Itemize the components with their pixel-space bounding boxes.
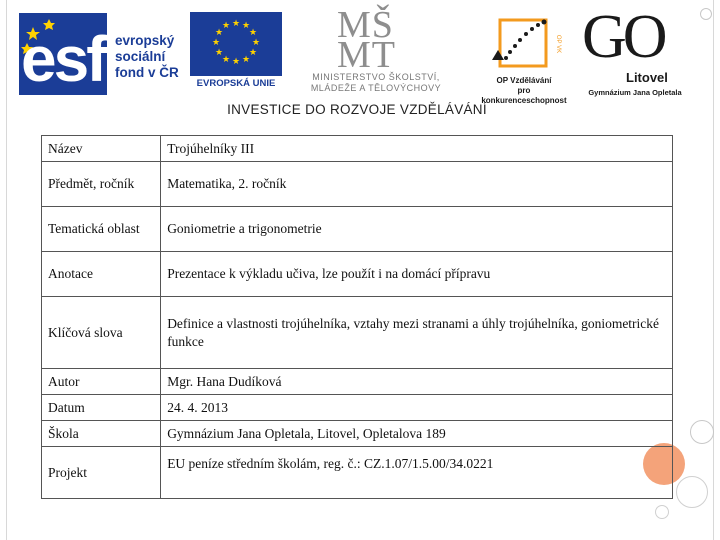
svg-text:★: ★ xyxy=(248,48,258,58)
decor-circle-top xyxy=(700,8,712,20)
svg-text:★: ★ xyxy=(248,28,258,38)
svg-text:★: ★ xyxy=(214,28,224,38)
msmt-mark xyxy=(337,4,396,76)
row-key: Projekt xyxy=(42,447,161,499)
svg-text:★: ★ xyxy=(211,38,221,48)
svg-text:★: ★ xyxy=(221,55,231,65)
svg-text:★: ★ xyxy=(231,19,241,29)
msmt-line-1: MINISTERSTVO ŠKOLSTVÍ, xyxy=(312,72,440,82)
msmt-mark-top: MŠ xyxy=(337,4,394,46)
go-city: Litovel xyxy=(626,70,668,85)
op-vk-line-1: OP Vzdělávání xyxy=(496,76,552,85)
esf-logo-box xyxy=(19,13,107,95)
op-vk-mark-icon xyxy=(480,14,570,74)
table-row xyxy=(42,136,673,162)
table-row xyxy=(42,395,673,421)
eu-stars-icon xyxy=(190,12,282,76)
eu-logo xyxy=(190,12,282,96)
slogan: INVESTICE DO ROZVOJE VZDĚLÁVÁNÍ xyxy=(227,102,487,117)
logo-band xyxy=(14,3,700,124)
decor-circle-tiny xyxy=(655,505,669,519)
table-row xyxy=(42,252,673,297)
row-value: Matematika, 2. ročník xyxy=(161,162,673,207)
table-row xyxy=(42,369,673,395)
esf-text xyxy=(115,33,179,81)
row-key: Autor xyxy=(42,369,161,395)
row-value: Trojúhelníky III xyxy=(161,136,673,162)
eu-flag xyxy=(190,12,282,76)
row-key: Předmět, ročník xyxy=(42,162,161,207)
svg-text:★: ★ xyxy=(214,48,224,58)
row-value: Prezentace k výkladu učiva, lze použít i na domácí přípravu xyxy=(161,252,673,297)
row-value: Definice a vlastnosti trojúhelníka, vztahy mezi stranami a úhly trojúhelníka, goniometrické funkce xyxy=(161,297,673,369)
op-vk-line-2: pro konkurenceschopnost xyxy=(481,86,567,105)
esf-letters: esf xyxy=(21,23,105,95)
msmt-line-2: MLÁDEŽE A TĚLOVÝCHOVY xyxy=(310,83,442,93)
table-row xyxy=(42,207,673,252)
go-mark: GO xyxy=(582,3,664,71)
slide-frame-left xyxy=(6,0,7,540)
esf-line-1: evropský xyxy=(115,33,175,48)
decor-circle-small xyxy=(690,420,714,444)
esf-logo xyxy=(19,13,179,95)
row-value: Goniometrie a trigonometrie xyxy=(161,207,673,252)
row-key: Klíčová slova xyxy=(42,297,161,369)
slide-frame-right xyxy=(713,0,714,540)
svg-text:★: ★ xyxy=(231,57,241,67)
msmt-text xyxy=(292,72,460,94)
info-table xyxy=(41,135,673,499)
esf-line-2: sociální xyxy=(115,49,166,64)
svg-text:★: ★ xyxy=(221,21,231,31)
go-school-name: Gymnázium Jana Opletala xyxy=(588,88,682,97)
row-key: Škola xyxy=(42,421,161,447)
svg-text:★: ★ xyxy=(241,55,251,65)
table-row xyxy=(42,447,673,499)
svg-text:★: ★ xyxy=(251,38,261,48)
table-row xyxy=(42,421,673,447)
decor-circle-outline xyxy=(676,476,708,508)
table-row xyxy=(42,162,673,207)
row-key: Datum xyxy=(42,395,161,421)
row-value: Mgr. Hana Dudíková xyxy=(161,369,673,395)
svg-text:★: ★ xyxy=(241,21,251,31)
row-key: Název xyxy=(42,136,161,162)
row-key: Tematická oblast xyxy=(42,207,161,252)
msmt-mark-bottom: MT xyxy=(337,34,396,76)
row-value: 24. 4. 2013 xyxy=(161,395,673,421)
table-row xyxy=(42,297,673,369)
row-value: EU peníze středním školám, reg. č.: CZ.1.07/1.5.00/34.0221 xyxy=(161,447,673,499)
row-key: Anotace xyxy=(42,252,161,297)
eu-label: EVROPSKÁ UNIE xyxy=(196,78,276,89)
gymnazium-logo xyxy=(576,3,694,100)
msmt-logo xyxy=(292,4,460,98)
esf-line-3: fond v ČR xyxy=(115,65,179,80)
row-value: Gymnázium Jana Opletala, Litovel, Opletalova 189 xyxy=(161,421,673,447)
op-vk-logo xyxy=(480,14,570,105)
op-vk-side-label: OP VK xyxy=(555,34,561,54)
